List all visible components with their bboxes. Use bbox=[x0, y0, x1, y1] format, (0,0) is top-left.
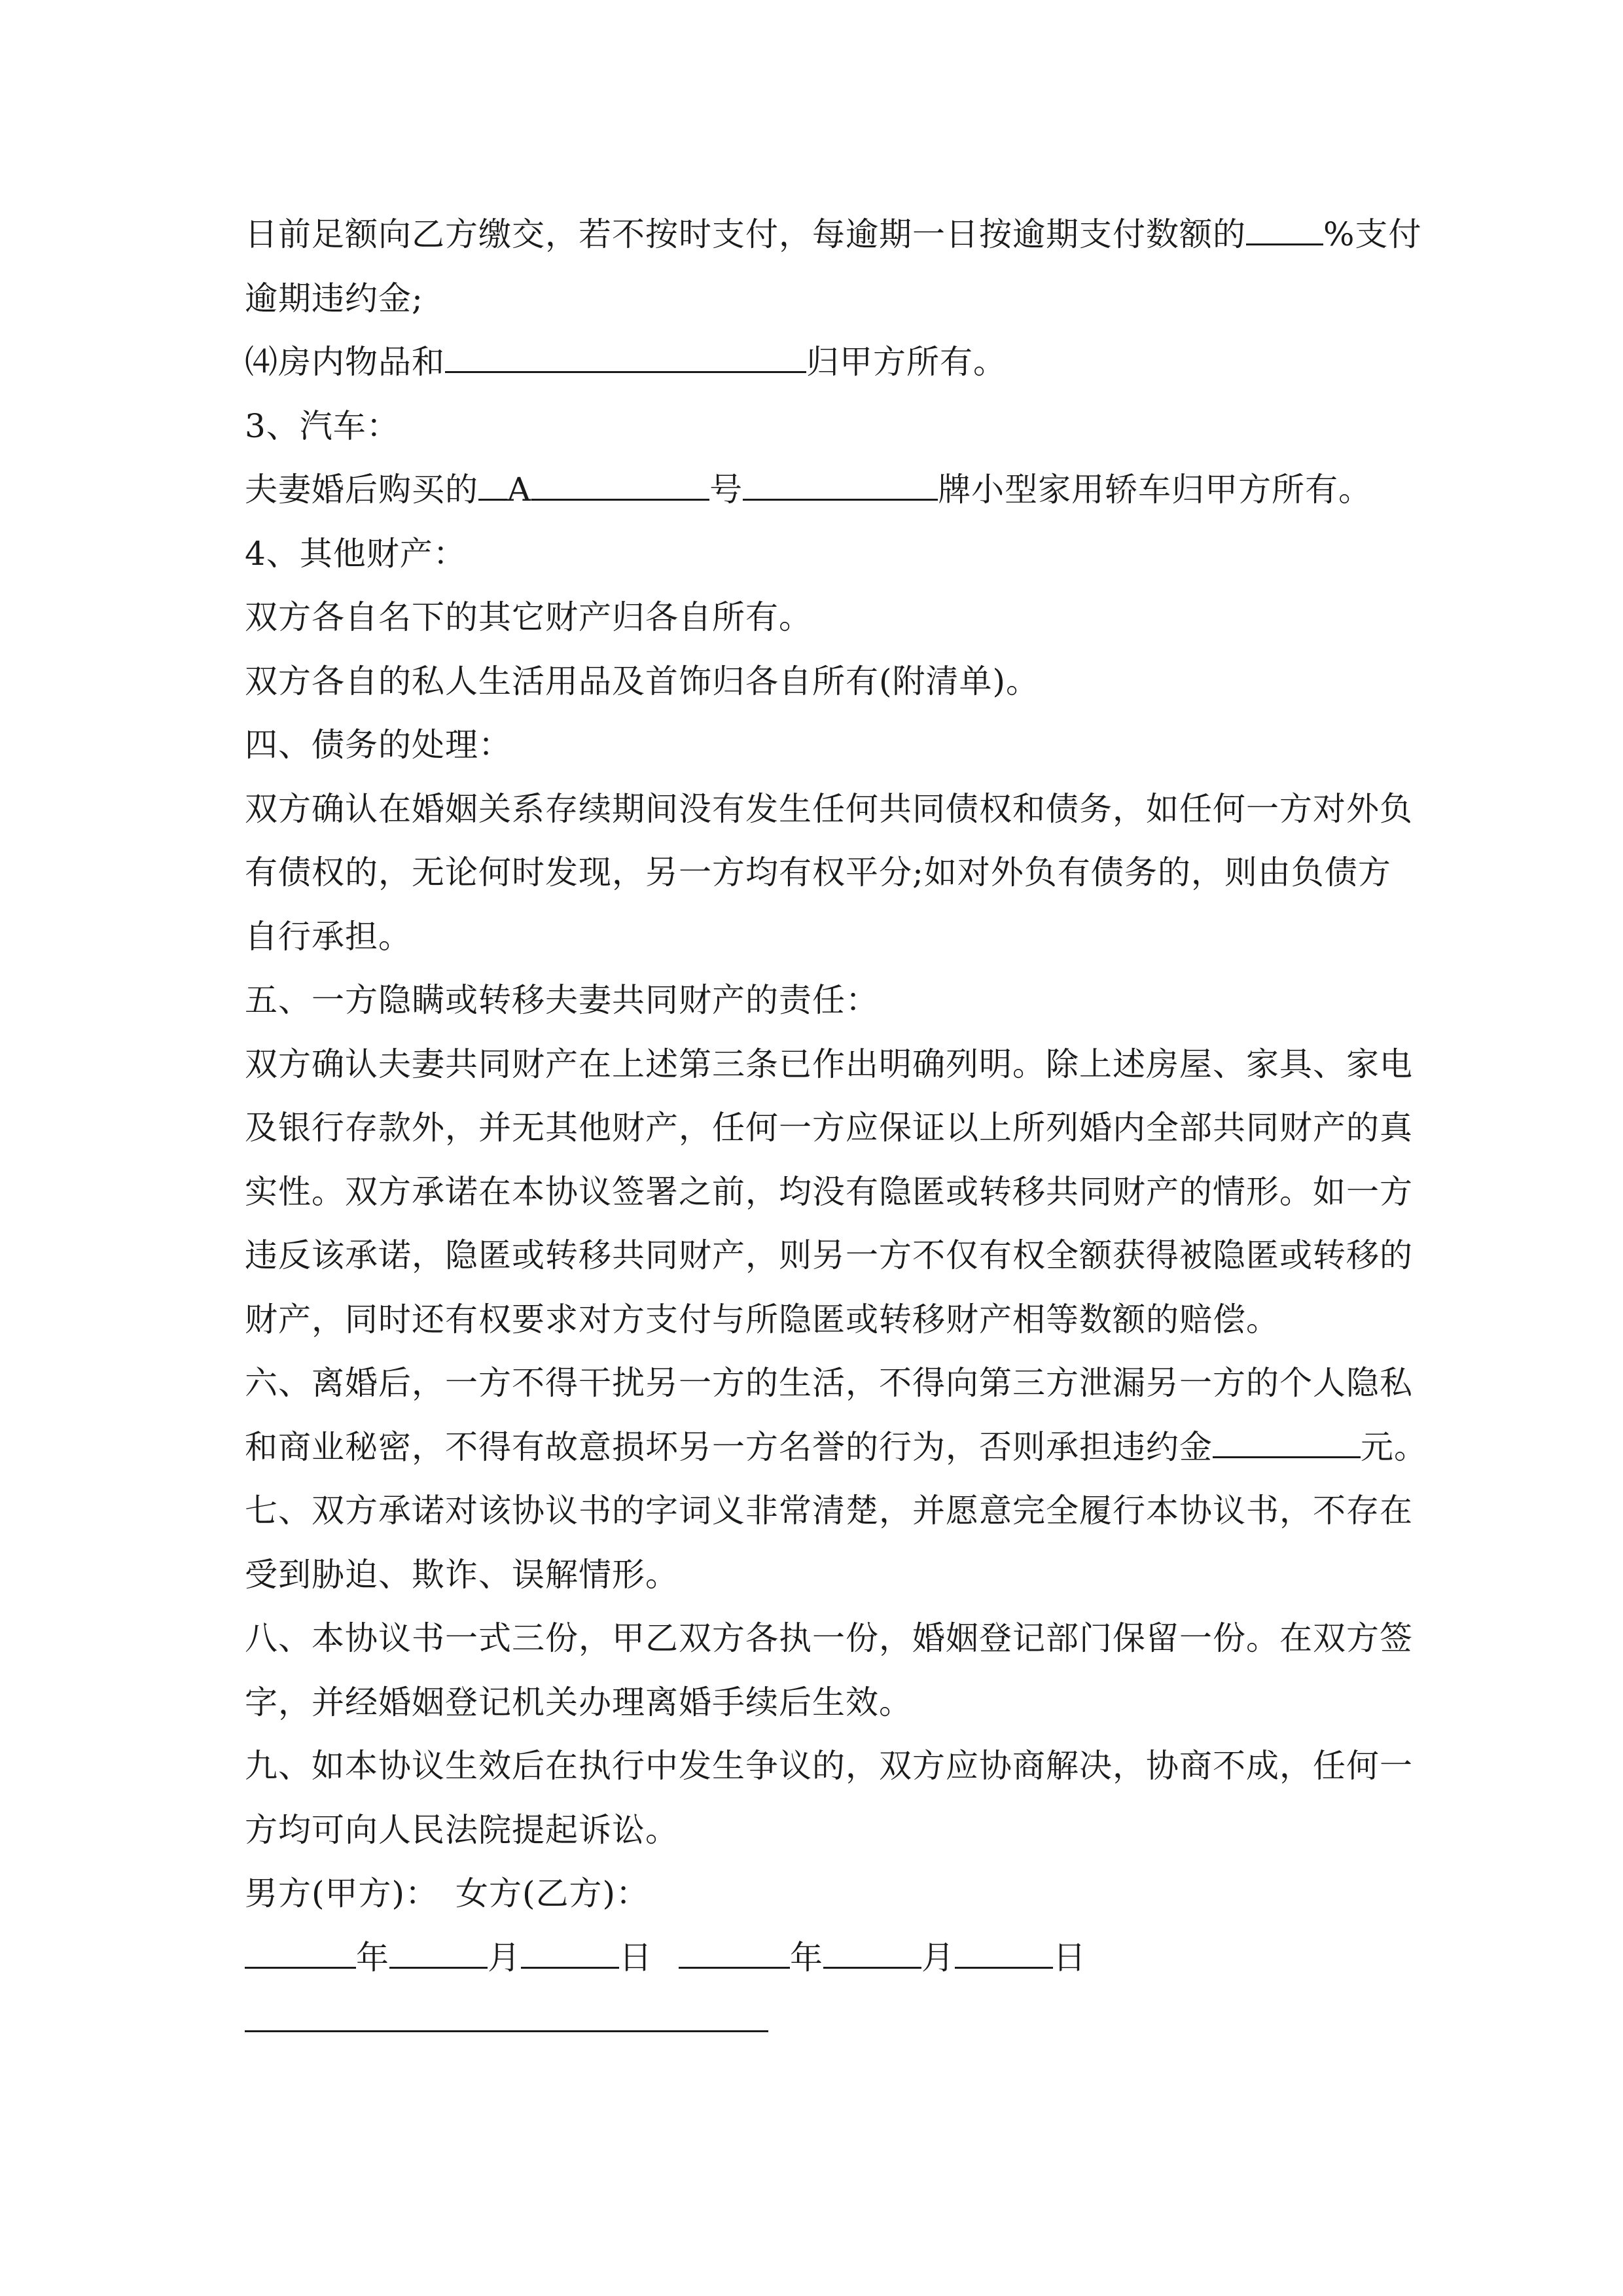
section-car-heading: 3、汽车： bbox=[245, 406, 400, 445]
plate-prefix-blank bbox=[478, 470, 507, 501]
date-row bbox=[245, 1926, 1397, 1990]
section-concealment-heading: 五、一方隐瞒或转移夫妻共同财产的责任： bbox=[245, 981, 879, 1019]
year-blank-2 bbox=[679, 1938, 790, 1969]
line-3-suffix: 归甲方所有。 bbox=[806, 343, 1007, 381]
text-line-2: 逾期违约金; bbox=[245, 279, 423, 317]
day-label-1: 日 bbox=[619, 1938, 652, 1977]
text-line-16: 实性。双方承诺在本协议签署之前，均没有隐匿或转移共同财产的情形。如一方 bbox=[245, 1172, 1413, 1211]
section-seven-line-2: 受到胁迫、欺诈、误解情形。 bbox=[245, 1555, 679, 1594]
text-line-11: 有债权的，无论何时发现，另一方均有权平分;如对外负有债务的，则由负债方 bbox=[245, 853, 1391, 891]
section-nine-line-1: 九、如本协议生效后在执行中发生争议的，双方应协商解决，协商不成，任何一 bbox=[245, 1747, 1413, 1785]
text-line-1 bbox=[245, 203, 1422, 267]
text-line-18: 财产，同时还有权要求对方支付与所隐匿或转移财产相等数额的赔偿。 bbox=[245, 1300, 1279, 1338]
day-label-2: 日 bbox=[1053, 1938, 1086, 1977]
text-line-7: 双方各自名下的其它财产归各自所有。 bbox=[245, 598, 812, 636]
text-line-10: 双方确认在婚姻关系存续期间没有发生任何共同债权和债务，如任何一方对外负 bbox=[245, 789, 1413, 828]
car-suffix: 牌小型家用轿车归甲方所有。 bbox=[938, 471, 1372, 509]
plate-prefix: A bbox=[507, 471, 532, 509]
text-line-17: 违反该承诺，隐匿或转移共同财产，则另一方不仅有权全额获得被隐匿或转移的 bbox=[245, 1236, 1413, 1274]
section-eight-line-1: 八、本协议书一式三份，甲乙双方各执一份，婚姻登记部门保留一份。在双方签 bbox=[245, 1619, 1413, 1657]
plate-label: 号 bbox=[709, 471, 743, 509]
text-line-14: 双方确认夫妻共同财产在上述第三条已作出明确列明。除上述房屋、家具、家电 bbox=[245, 1045, 1413, 1083]
year-label-2: 年 bbox=[790, 1938, 823, 1977]
section-seven-line-1: 七、双方承诺对该协议书的字词义非常清楚，并愿意完全履行本协议书，不存在 bbox=[245, 1492, 1413, 1530]
section-six-line-1: 六、离婚后，一方不得干扰另一方的生活，不得向第三方泄漏另一方的个人隐私 bbox=[245, 1364, 1413, 1402]
text-line-3 bbox=[245, 331, 1397, 395]
signature-line-row bbox=[245, 1990, 1397, 2054]
section-six-line-2 bbox=[245, 1416, 1427, 1480]
year-label-1: 年 bbox=[356, 1938, 389, 1977]
car-text: 夫妻婚后购买的 bbox=[245, 471, 478, 509]
text-line-car bbox=[245, 458, 1397, 522]
penalty-amount-blank bbox=[1213, 1427, 1361, 1458]
text-line-8: 双方各自的私人生活用品及首饰归各自所有(附清单)。 bbox=[245, 662, 1040, 700]
brand-blank bbox=[743, 470, 938, 501]
signature-parties: 男方(甲方)： 女方(乙方)： bbox=[245, 1874, 650, 1912]
line-1-suffix: %支付 bbox=[1323, 215, 1422, 253]
text-line-15: 及银行存款外，并无其他财产，任何一方应保证以上所列婚内全部共同财产的真 bbox=[245, 1109, 1413, 1147]
month-blank-2 bbox=[823, 1938, 921, 1969]
section-eight-line-2: 字，并经婚姻登记机关办理离婚手续后生效。 bbox=[245, 1683, 912, 1721]
line-3-text: ⑷房内物品和 bbox=[245, 343, 445, 381]
plate-number-blank bbox=[531, 470, 709, 501]
month-label-2: 月 bbox=[921, 1938, 955, 1977]
text-line-12: 自行承担。 bbox=[245, 917, 412, 956]
line-1-text: 日前足额向乙方缴交，若不按时支付，每逾期一日按逾期支付数额的 bbox=[245, 215, 1246, 253]
items-blank bbox=[445, 342, 806, 373]
document-body bbox=[245, 203, 1427, 2054]
section-other-heading: 4、其他财产： bbox=[245, 534, 467, 573]
month-blank-1 bbox=[389, 1938, 488, 1969]
day-blank-2 bbox=[955, 1938, 1053, 1969]
percent-blank bbox=[1246, 215, 1323, 245]
section-debt-heading: 四、债务的处理： bbox=[245, 726, 512, 764]
signature-line bbox=[245, 2004, 768, 2032]
month-label-1: 月 bbox=[488, 1938, 521, 1977]
penalty-suffix: 元。 bbox=[1361, 1427, 1427, 1466]
day-blank-1 bbox=[521, 1938, 619, 1969]
penalty-text: 和商业秘密，不得有故意损坏另一方名誉的行为，否则承担违约金 bbox=[245, 1427, 1213, 1466]
section-nine-line-2: 方均可向人民法院提起诉讼。 bbox=[245, 1810, 679, 1849]
year-blank-1 bbox=[245, 1938, 356, 1969]
